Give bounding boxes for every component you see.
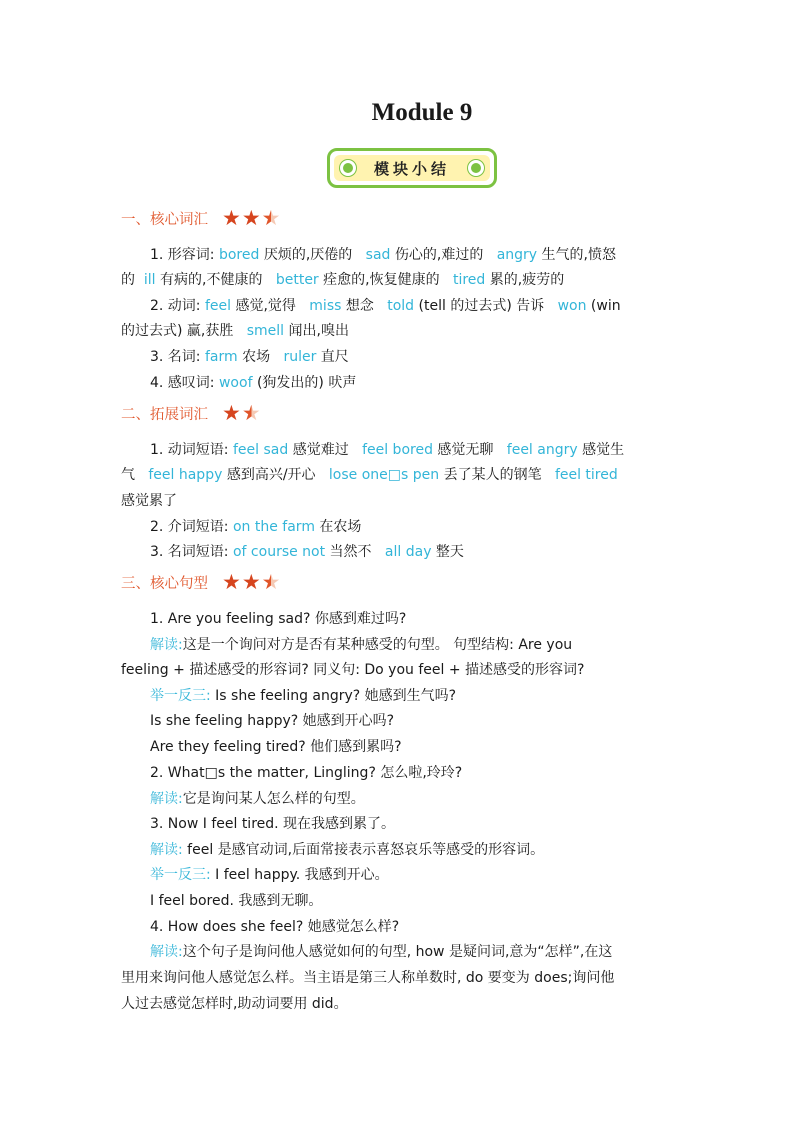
star-icon: ★ bbox=[222, 206, 241, 230]
phrase-line: 2. 介词短语: on the farm 在农场 bbox=[150, 519, 362, 535]
vocab-line: 的 ill 有病的,不健康的 better 痊愈的,恢复健康的 tired 累的,疲劳的 bbox=[121, 272, 565, 288]
sentence-line: 3. Now I feel tired. 现在我感到累了。 bbox=[150, 816, 396, 832]
explanation-line: 解读: feel 是感官动词,后面常接表示喜怒哀乐等感受的形容词。 bbox=[150, 842, 545, 858]
star-icon: ★ bbox=[222, 570, 241, 594]
vocab-line: 4. 感叹词: woof (狗发出的) 吠声 bbox=[150, 375, 357, 391]
sentence-line: 1. Are you feeling sad? 你感到难过吗? bbox=[150, 611, 407, 627]
page-title: Module 9 bbox=[371, 99, 473, 126]
section-title: 三、核心句型 bbox=[121, 576, 208, 592]
example-line: Are they feeling tired? 他们感到累吗? bbox=[150, 739, 402, 755]
rating-stars bbox=[222, 208, 281, 229]
explanation-line: 人过去感觉怎样时,助动词要用 did。 bbox=[121, 996, 348, 1012]
section-heading-extended-vocabulary bbox=[121, 403, 262, 424]
sentence-line: 2. What□s the matter, Lingling? 怎么啦,玲玲? bbox=[150, 765, 463, 781]
star-icon: ★ bbox=[241, 570, 261, 594]
example-line: I feel bored. 我感到无聊。 bbox=[150, 893, 323, 909]
section-title: 二、拓展词汇 bbox=[121, 407, 208, 423]
star-icon: ★ bbox=[241, 401, 261, 425]
dot-icon bbox=[340, 160, 356, 176]
badge-label: 模块小结 bbox=[373, 159, 450, 178]
example-line: Is she feeling happy? 她感到开心吗? bbox=[150, 713, 395, 729]
explanation-line: 解读:这个句子是询问他人感觉如何的句型, how 是疑问词,意为“怎样”,在这 bbox=[150, 944, 613, 960]
star-icon: ★ bbox=[241, 206, 261, 230]
section-heading-core-vocabulary bbox=[121, 208, 281, 229]
vocab-line: 3. 名词: farm 农场 ruler 直尺 bbox=[150, 349, 349, 365]
section-title: 一、核心词汇 bbox=[121, 212, 208, 228]
sentence-line: 4. How does she feel? 她感觉怎么样? bbox=[150, 919, 400, 935]
vocab-line: 的过去式) 赢,获胜 smell 闻出,嗅出 bbox=[121, 323, 349, 339]
star-icon: ★ bbox=[261, 570, 281, 594]
module-summary-badge bbox=[327, 148, 497, 188]
phrase-line: 气 feel happy 感到高兴/开心 lose one□s pen 丢了某人的钢笔 feel tired bbox=[121, 467, 618, 483]
star-icon: ★ bbox=[261, 206, 281, 230]
phrase-line: 感觉累了 bbox=[121, 493, 177, 509]
star-icon: ★ bbox=[222, 401, 241, 425]
vocab-line: 1. 形容词: bored 厌烦的,厌倦的 sad 伤心的,难过的 angry 生气的,愤怒 bbox=[150, 247, 616, 263]
dot-icon bbox=[468, 160, 484, 176]
explanation-line: feeling + 描述感受的形容词? 同义句: Do you feel + 描述感受的形容词? bbox=[121, 662, 585, 678]
rating-stars bbox=[222, 572, 281, 593]
rating-stars bbox=[222, 403, 262, 424]
phrase-line: 3. 名词短语: of course not 当然不 all day 整天 bbox=[150, 544, 464, 560]
phrase-line: 1. 动词短语: feel sad 感觉难过 feel bored 感觉无聊 feel angry 感觉生 bbox=[150, 442, 625, 458]
section-heading-core-sentences bbox=[121, 572, 281, 593]
example-line: 举一反三: I feel happy. 我感到开心。 bbox=[150, 867, 389, 883]
explanation-line: 里用来询问他人感觉怎么样。当主语是第三人称单数时, do 要变为 does;询问他 bbox=[121, 970, 615, 986]
vocab-line: 2. 动词: feel 感觉,觉得 miss 想念 told (tell 的过去式) 告诉 won (win bbox=[150, 298, 621, 314]
explanation-line: 解读:这是一个询问对方是否有某种感受的句型。 句型结构: Are you bbox=[150, 637, 573, 653]
example-line: 举一反三: Is she feeling angry? 她感到生气吗? bbox=[150, 688, 457, 704]
explanation-line: 解读:它是询问某人怎么样的句型。 bbox=[150, 791, 365, 807]
